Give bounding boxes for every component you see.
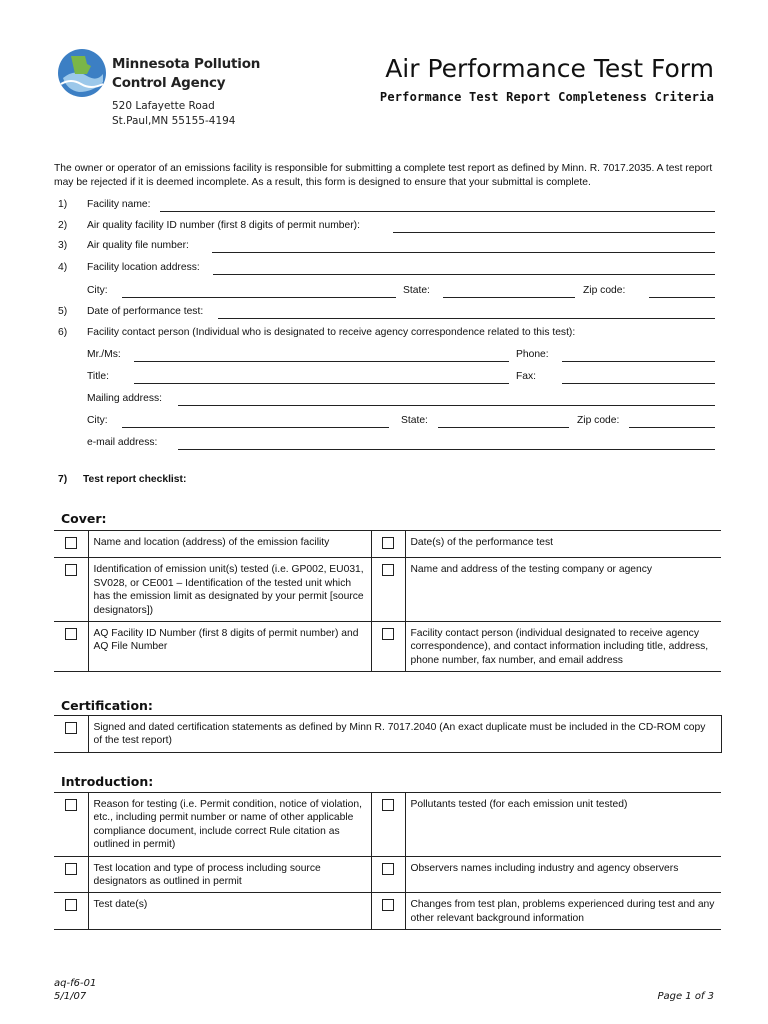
state-label: State: bbox=[401, 415, 428, 426]
field-number: 7) bbox=[58, 474, 68, 485]
table-row bbox=[54, 856, 721, 893]
agency-logo bbox=[57, 48, 107, 98]
city-field[interactable] bbox=[122, 297, 396, 298]
test-date-field[interactable] bbox=[218, 318, 715, 319]
test-date-label: Date of performance test: bbox=[87, 306, 204, 317]
city-label: City: bbox=[87, 285, 108, 296]
table-row bbox=[54, 622, 721, 672]
field-number: 2) bbox=[58, 220, 68, 231]
table-row bbox=[54, 716, 721, 753]
table-row bbox=[54, 558, 721, 622]
facility-id-field[interactable] bbox=[393, 232, 715, 233]
certification-checklist bbox=[54, 715, 722, 753]
email-field[interactable] bbox=[178, 449, 715, 450]
state-label: State: bbox=[403, 285, 430, 296]
field-number: 1) bbox=[58, 199, 68, 210]
checklist-item: Reason for testing (i.e. Permit condition, notice of violation, etc., including permit number or name of other applicable compliance document, include correct Rule citation as outlined in permit) bbox=[88, 793, 371, 857]
fax-field[interactable] bbox=[562, 383, 715, 384]
mailing-address-field[interactable] bbox=[178, 405, 715, 406]
checklist-item: Changes from test plan, problems experienced during test and any other relevant background information bbox=[405, 893, 721, 930]
checkbox[interactable] bbox=[65, 799, 77, 811]
location-address-field[interactable] bbox=[213, 274, 715, 275]
table-row bbox=[54, 893, 721, 930]
checklist-item: AQ Facility ID Number (first 8 digits of permit number) and AQ File Number bbox=[88, 622, 371, 672]
city-label: City: bbox=[87, 415, 108, 426]
checklist-item: Test date(s) bbox=[88, 893, 371, 930]
zip-label: Zip code: bbox=[583, 285, 626, 296]
certification-heading: Certification: bbox=[61, 698, 153, 713]
checkbox[interactable] bbox=[65, 537, 77, 549]
checklist-item: Identification of emission unit(s) tested (i.e. GP002, EU031, SV028, or CE001 – Identification of the tested unit which has the emission limit as designated by your permit [source designators]) bbox=[88, 558, 371, 622]
intro-paragraph: The owner or operator of an emissions facility is responsible for submitting a complete test report as defined by Minn. R. 7017.2035. A test report may be rejected if it is deemed incomplete. As a result, this form is designed to ensure that your submittal is complete. bbox=[54, 163, 713, 188]
zip-field[interactable] bbox=[649, 297, 715, 298]
checklist-item: Date(s) of the performance test bbox=[405, 531, 721, 558]
introduction-checklist bbox=[54, 792, 721, 930]
page-number: Page 1 of 3 bbox=[657, 991, 714, 1002]
introduction-heading: Introduction: bbox=[61, 774, 154, 789]
agency-address-line1: 520 Lafayette Road bbox=[112, 100, 215, 112]
file-number-label: Air quality file number: bbox=[87, 240, 189, 251]
form-id: aq-f6-01 bbox=[54, 978, 97, 989]
phone-label: Phone: bbox=[516, 349, 549, 360]
checkbox[interactable] bbox=[65, 628, 77, 640]
checklist-label: Test report checklist: bbox=[83, 474, 187, 485]
title-label: Title: bbox=[87, 371, 109, 382]
contact-person-label: Facility contact person (Individual who is designated to receive agency correspondence related to this test): bbox=[87, 327, 576, 338]
title-field[interactable] bbox=[134, 383, 509, 384]
facility-id-label: Air quality facility ID number (first 8 digits of permit number): bbox=[87, 220, 360, 231]
checklist-item: Facility contact person (individual designated to receive agency correspondence), and contact information including title, address, phone number, fax number, and email address bbox=[405, 622, 721, 672]
checkbox[interactable] bbox=[382, 628, 394, 640]
form-subtitle: Performance Test Report Completeness Criteria bbox=[379, 90, 714, 104]
checkbox[interactable] bbox=[65, 722, 77, 734]
agency-name-line2: Control Agency bbox=[112, 75, 226, 91]
table-row bbox=[54, 531, 721, 558]
checkbox[interactable] bbox=[65, 564, 77, 576]
location-address-label: Facility location address: bbox=[87, 262, 200, 273]
checkbox[interactable] bbox=[65, 863, 77, 875]
checklist-item: Pollutants tested (for each emission unit tested) bbox=[405, 793, 721, 857]
cover-heading: Cover: bbox=[61, 511, 107, 526]
checkbox[interactable] bbox=[382, 799, 394, 811]
state-field[interactable] bbox=[438, 427, 569, 428]
agency-address-line2: St.Paul,MN 55155-4194 bbox=[112, 115, 236, 127]
field-number: 5) bbox=[58, 306, 68, 317]
file-number-field[interactable] bbox=[212, 252, 715, 253]
mrms-field[interactable] bbox=[134, 361, 509, 362]
field-number: 4) bbox=[58, 262, 68, 273]
mailing-address-label: Mailing address: bbox=[87, 393, 162, 404]
facility-name-label: Facility name: bbox=[87, 199, 151, 210]
form-date: 5/1/07 bbox=[54, 991, 87, 1002]
checkbox[interactable] bbox=[65, 899, 77, 911]
fax-label: Fax: bbox=[516, 371, 537, 382]
checklist-item: Name and address of the testing company or agency bbox=[405, 558, 721, 622]
cover-checklist bbox=[54, 530, 721, 672]
field-number: 6) bbox=[58, 327, 68, 338]
checklist-item: Observers names including industry and agency observers bbox=[405, 856, 721, 893]
zip-field[interactable] bbox=[629, 427, 715, 428]
checkbox[interactable] bbox=[382, 863, 394, 875]
checklist-item: Signed and dated certification statements as defined by Minn R. 7017.2040 (An exact duplicate must be included in the CD-ROM copy of the test report) bbox=[88, 716, 721, 753]
checklist-item: Test location and type of process including source designators as outlined in permit bbox=[88, 856, 371, 893]
checkbox[interactable] bbox=[382, 899, 394, 911]
field-number: 3) bbox=[58, 240, 68, 251]
zip-label: Zip code: bbox=[577, 415, 620, 426]
mrms-label: Mr./Ms: bbox=[87, 349, 121, 360]
email-label: e-mail address: bbox=[87, 437, 158, 448]
state-field[interactable] bbox=[443, 297, 575, 298]
checkbox[interactable] bbox=[382, 537, 394, 549]
facility-name-field[interactable] bbox=[160, 211, 715, 212]
city-field[interactable] bbox=[122, 427, 389, 428]
checkbox[interactable] bbox=[382, 564, 394, 576]
checklist-item: Name and location (address) of the emission facility bbox=[88, 531, 371, 558]
table-row bbox=[54, 793, 721, 857]
agency-name-line1: Minnesota Pollution bbox=[112, 56, 261, 72]
phone-field[interactable] bbox=[562, 361, 715, 362]
form-title: Air Performance Test Form bbox=[385, 54, 714, 83]
